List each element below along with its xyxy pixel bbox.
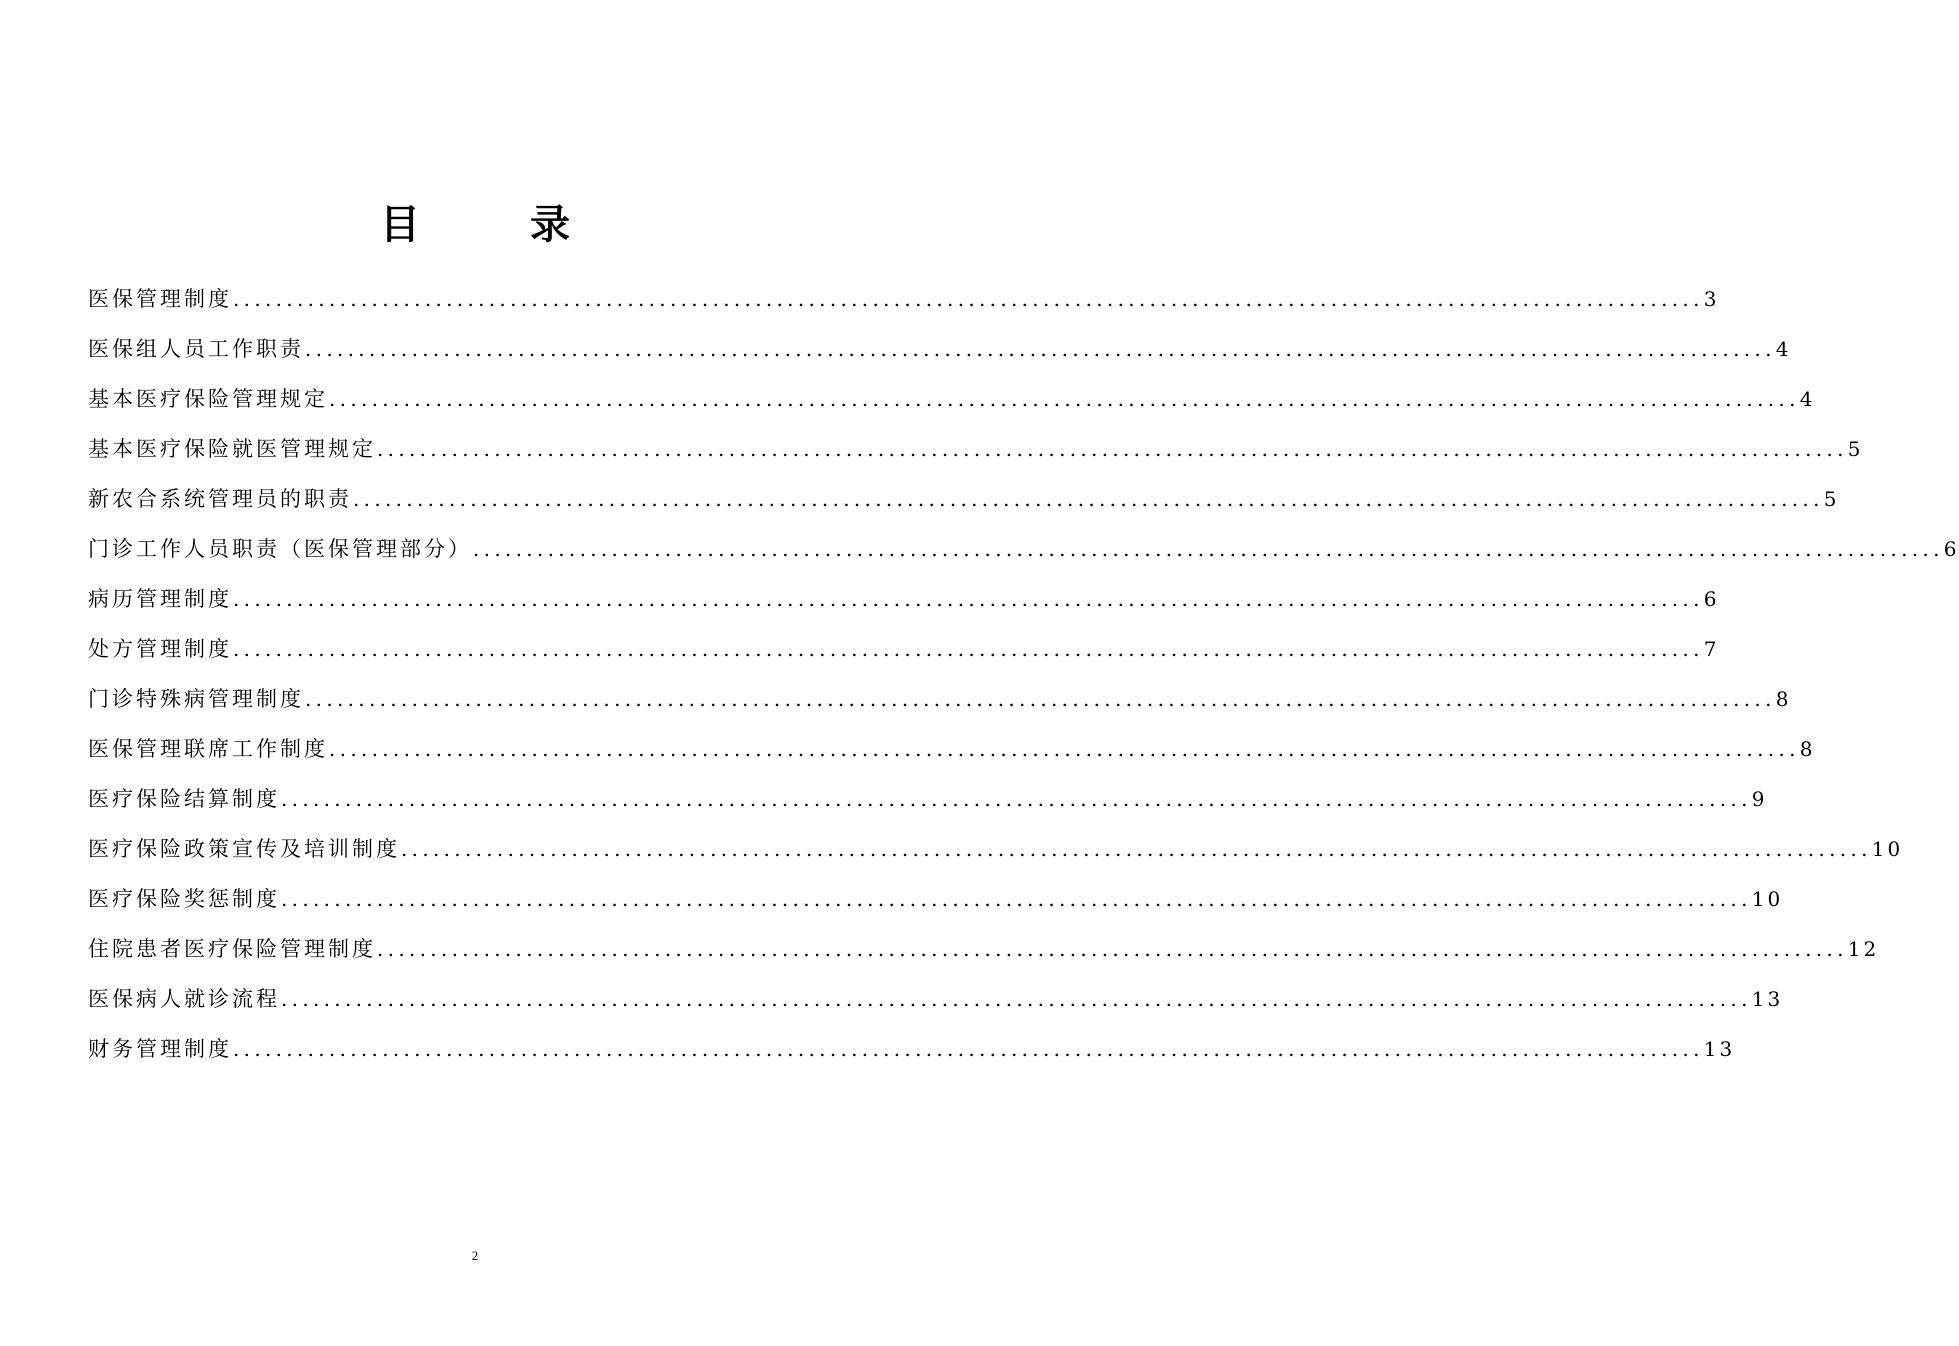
toc-entry-label: 门诊特殊病管理制度 — [88, 687, 304, 711]
toc-leader-dots — [472, 524, 1944, 574]
toc-entry[interactable] — [88, 974, 1784, 1024]
toc-leader-dots — [376, 424, 1848, 474]
toc-entry-page: 4 — [1775, 337, 1792, 361]
toc-leader-dots — [232, 1024, 1704, 1074]
toc-entry-page: 10 — [1871, 837, 1904, 861]
toc-entry[interactable] — [88, 324, 1792, 374]
toc-leader-dots — [400, 824, 1872, 874]
toc-entry-label: 基本医疗保险就医管理规定 — [88, 437, 376, 461]
toc-entry[interactable] — [88, 724, 1816, 774]
page-title — [0, 199, 950, 251]
toc-entry-label: 基本医疗保险管理规定 — [88, 387, 328, 411]
toc-entry[interactable] — [88, 574, 1720, 624]
toc-entry-page: 7 — [1703, 637, 1720, 661]
toc-leader-dots — [304, 674, 1776, 724]
page-number: 2 — [471, 1248, 479, 1263]
toc-leader-dots — [280, 974, 1752, 1024]
toc-entry[interactable] — [88, 274, 1720, 324]
toc-entry[interactable] — [88, 1024, 1736, 1074]
toc-entry-page: 8 — [1775, 687, 1792, 711]
toc-entry-page: 8 — [1799, 737, 1816, 761]
toc-entry-label: 医疗保险政策宣传及培训制度 — [88, 837, 400, 861]
toc-entry[interactable] — [88, 824, 1904, 874]
toc-entry-page: 9 — [1751, 787, 1768, 811]
toc-entry-page: 4 — [1799, 387, 1816, 411]
title-char-2: 录 — [530, 201, 570, 248]
toc-entry-page: 13 — [1703, 1037, 1736, 1061]
toc-entry-page: 10 — [1751, 887, 1784, 911]
toc-leader-dots — [280, 874, 1752, 924]
toc-leader-dots — [328, 374, 1800, 424]
toc-entry[interactable] — [88, 424, 1864, 474]
toc-leader-dots — [232, 274, 1704, 324]
toc-entry[interactable] — [88, 624, 1720, 674]
toc-entry-page: 5 — [1847, 437, 1864, 461]
toc-leader-dots — [352, 474, 1824, 524]
toc-entry[interactable] — [88, 774, 1768, 824]
toc-leader-dots — [232, 574, 1704, 624]
toc-entry-page: 6 — [1943, 537, 1959, 561]
toc-entry-page: 5 — [1823, 487, 1840, 511]
toc-entry-label: 住院患者医疗保险管理制度 — [88, 937, 376, 961]
toc-entry-label: 医保病人就诊流程 — [88, 987, 280, 1011]
toc-entry[interactable] — [88, 474, 1840, 524]
toc-entry-label: 医疗保险结算制度 — [88, 787, 280, 811]
toc-leader-dots — [280, 774, 1752, 824]
toc-entry[interactable] — [88, 874, 1784, 924]
toc-entry[interactable] — [88, 524, 1959, 574]
toc-leader-dots — [328, 724, 1800, 774]
toc-entry-label: 门诊工作人员职责（医保管理部分） — [88, 537, 472, 561]
table-of-contents — [88, 274, 1959, 1074]
toc-entry-label: 医保组人员工作职责 — [88, 337, 304, 361]
toc-entry[interactable] — [88, 924, 1880, 974]
toc-leader-dots — [376, 924, 1848, 974]
toc-leader-dots — [232, 624, 1704, 674]
toc-entry-label: 新农合系统管理员的职责 — [88, 487, 352, 511]
toc-entry-page: 6 — [1703, 587, 1720, 611]
toc-entry-label: 病历管理制度 — [88, 587, 232, 611]
toc-entry-page: 12 — [1847, 937, 1880, 961]
toc-entry-label: 财务管理制度 — [88, 1037, 232, 1061]
toc-entry[interactable] — [88, 374, 1816, 424]
toc-leader-dots — [304, 324, 1776, 374]
toc-entry-label: 处方管理制度 — [88, 637, 232, 661]
toc-entry-label: 医保管理制度 — [88, 287, 232, 311]
toc-entry-label: 医疗保险奖惩制度 — [88, 887, 280, 911]
title-char-1: 目 — [380, 201, 420, 248]
toc-entry[interactable] — [88, 674, 1792, 724]
toc-entry-page: 13 — [1751, 987, 1784, 1011]
toc-entry-label: 医保管理联席工作制度 — [88, 737, 328, 761]
toc-entry-page: 3 — [1703, 287, 1720, 311]
